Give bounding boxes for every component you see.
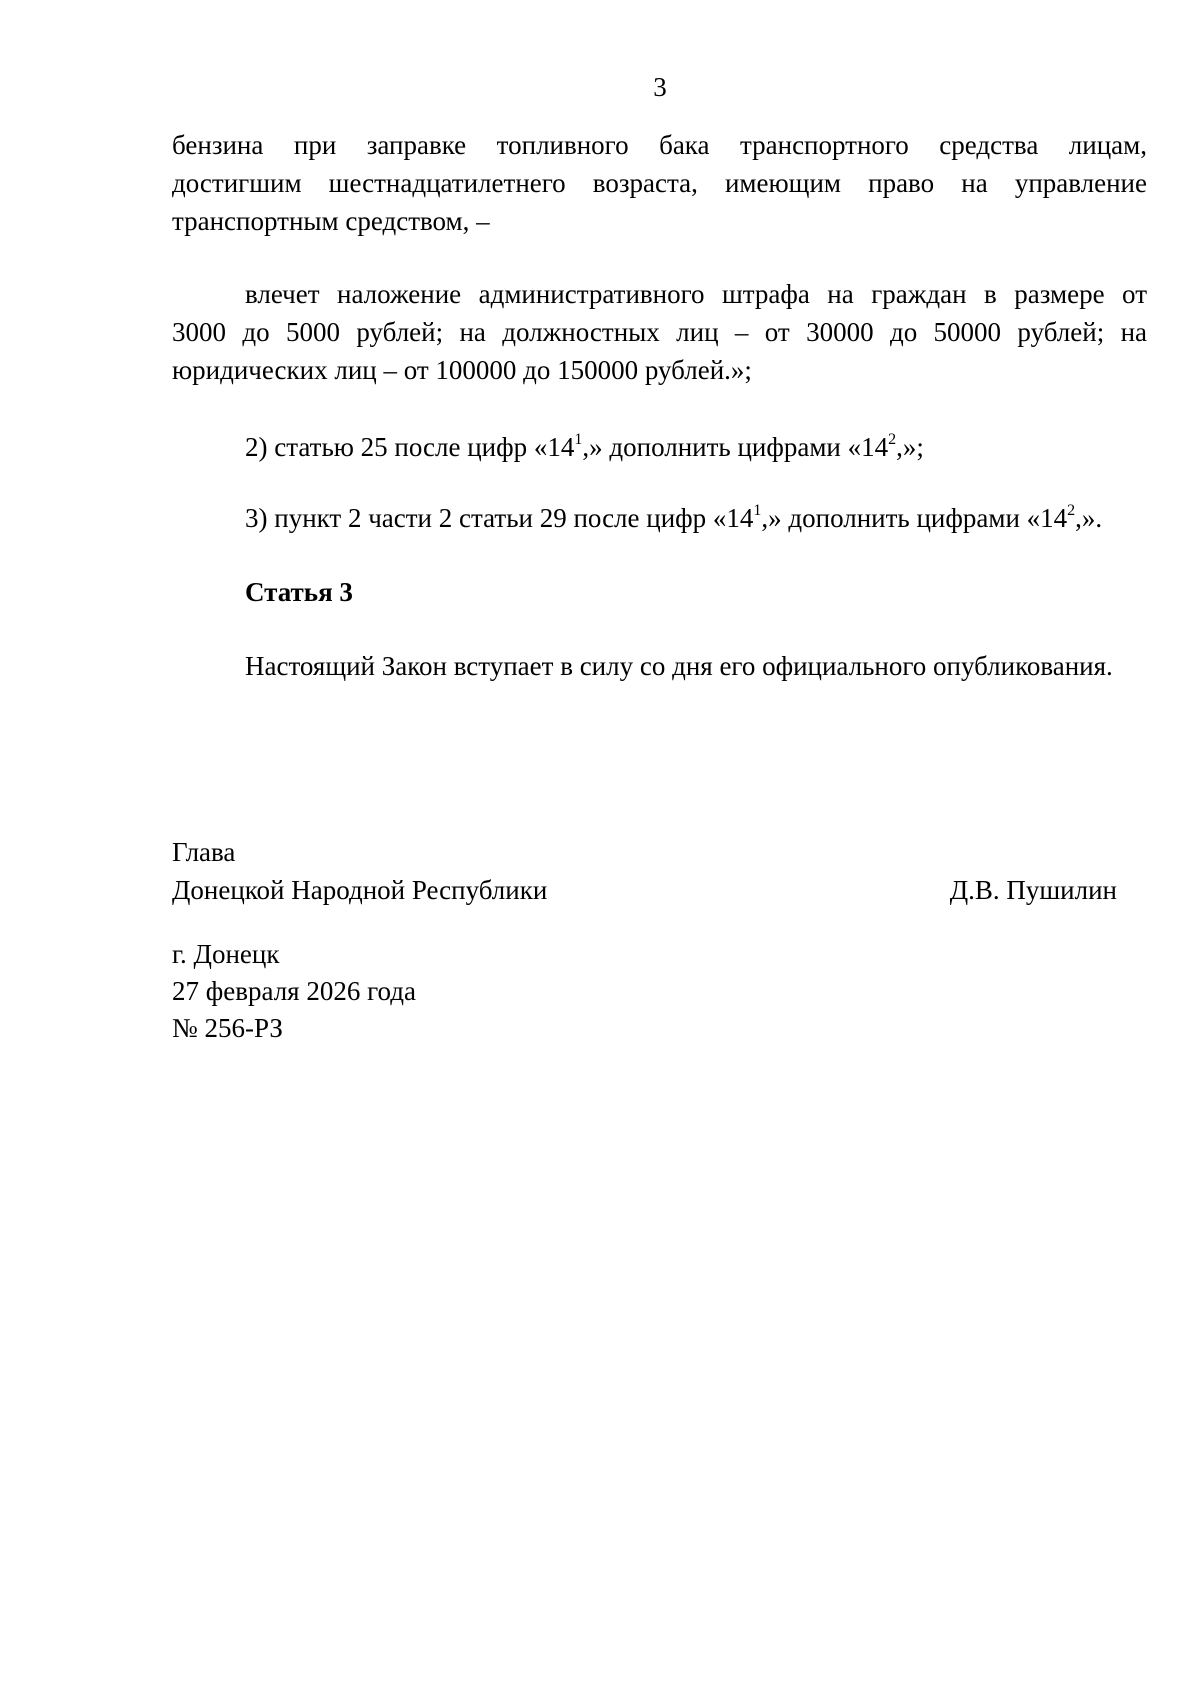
- date: 27 февраля 2026 года: [172, 976, 416, 1006]
- text: ,» дополнить цифрами «14: [582, 432, 889, 462]
- document-number: № 256-РЗ: [172, 1013, 283, 1043]
- text-line: влечет наложение административного штрафа на граждан в размере от: [245, 279, 1147, 309]
- text-line: бензина при заправке топливного бака транспортного средства лицам,: [172, 130, 1147, 160]
- text: 2) статью 25 после цифр «14: [245, 432, 575, 462]
- superscript: 1: [753, 502, 762, 519]
- place: г. Донецк: [172, 939, 280, 969]
- article-3-text: Настоящий Закон вступает в силу со дня его официального опубликования.: [245, 651, 1113, 681]
- item-2: [245, 428, 1147, 466]
- article-3-heading: Статья 3: [245, 577, 353, 607]
- item-3: [245, 499, 1147, 537]
- page-number: 3: [653, 72, 667, 102]
- text: ,».: [1075, 503, 1103, 533]
- superscript: 2: [888, 431, 897, 448]
- superscript: 1: [574, 431, 583, 448]
- text-line: достигшим шестнадцатилетнего возраста, имеющим право на управление: [172, 168, 1147, 198]
- text-line: 3000 до 5000 рублей; на должностных лиц – от 30000 до 50000 рублей; на: [172, 317, 1147, 347]
- text: ,» дополнить цифрами «14: [761, 503, 1068, 533]
- text-line: юридических лиц – от 100000 до 150000 рублей.»;: [172, 355, 752, 385]
- text-line: транспортным средством, –: [172, 206, 490, 236]
- signatory-title-org: Донецкой Народной Республики: [172, 875, 548, 905]
- text: ,»;: [896, 432, 924, 462]
- signatory-title: Глава: [172, 837, 236, 867]
- superscript: 2: [1067, 502, 1076, 519]
- text: 3) пункт 2 части 2 статьи 29 после цифр «14: [245, 503, 754, 533]
- signatory-name: Д.В. Пушилин: [949, 875, 1117, 905]
